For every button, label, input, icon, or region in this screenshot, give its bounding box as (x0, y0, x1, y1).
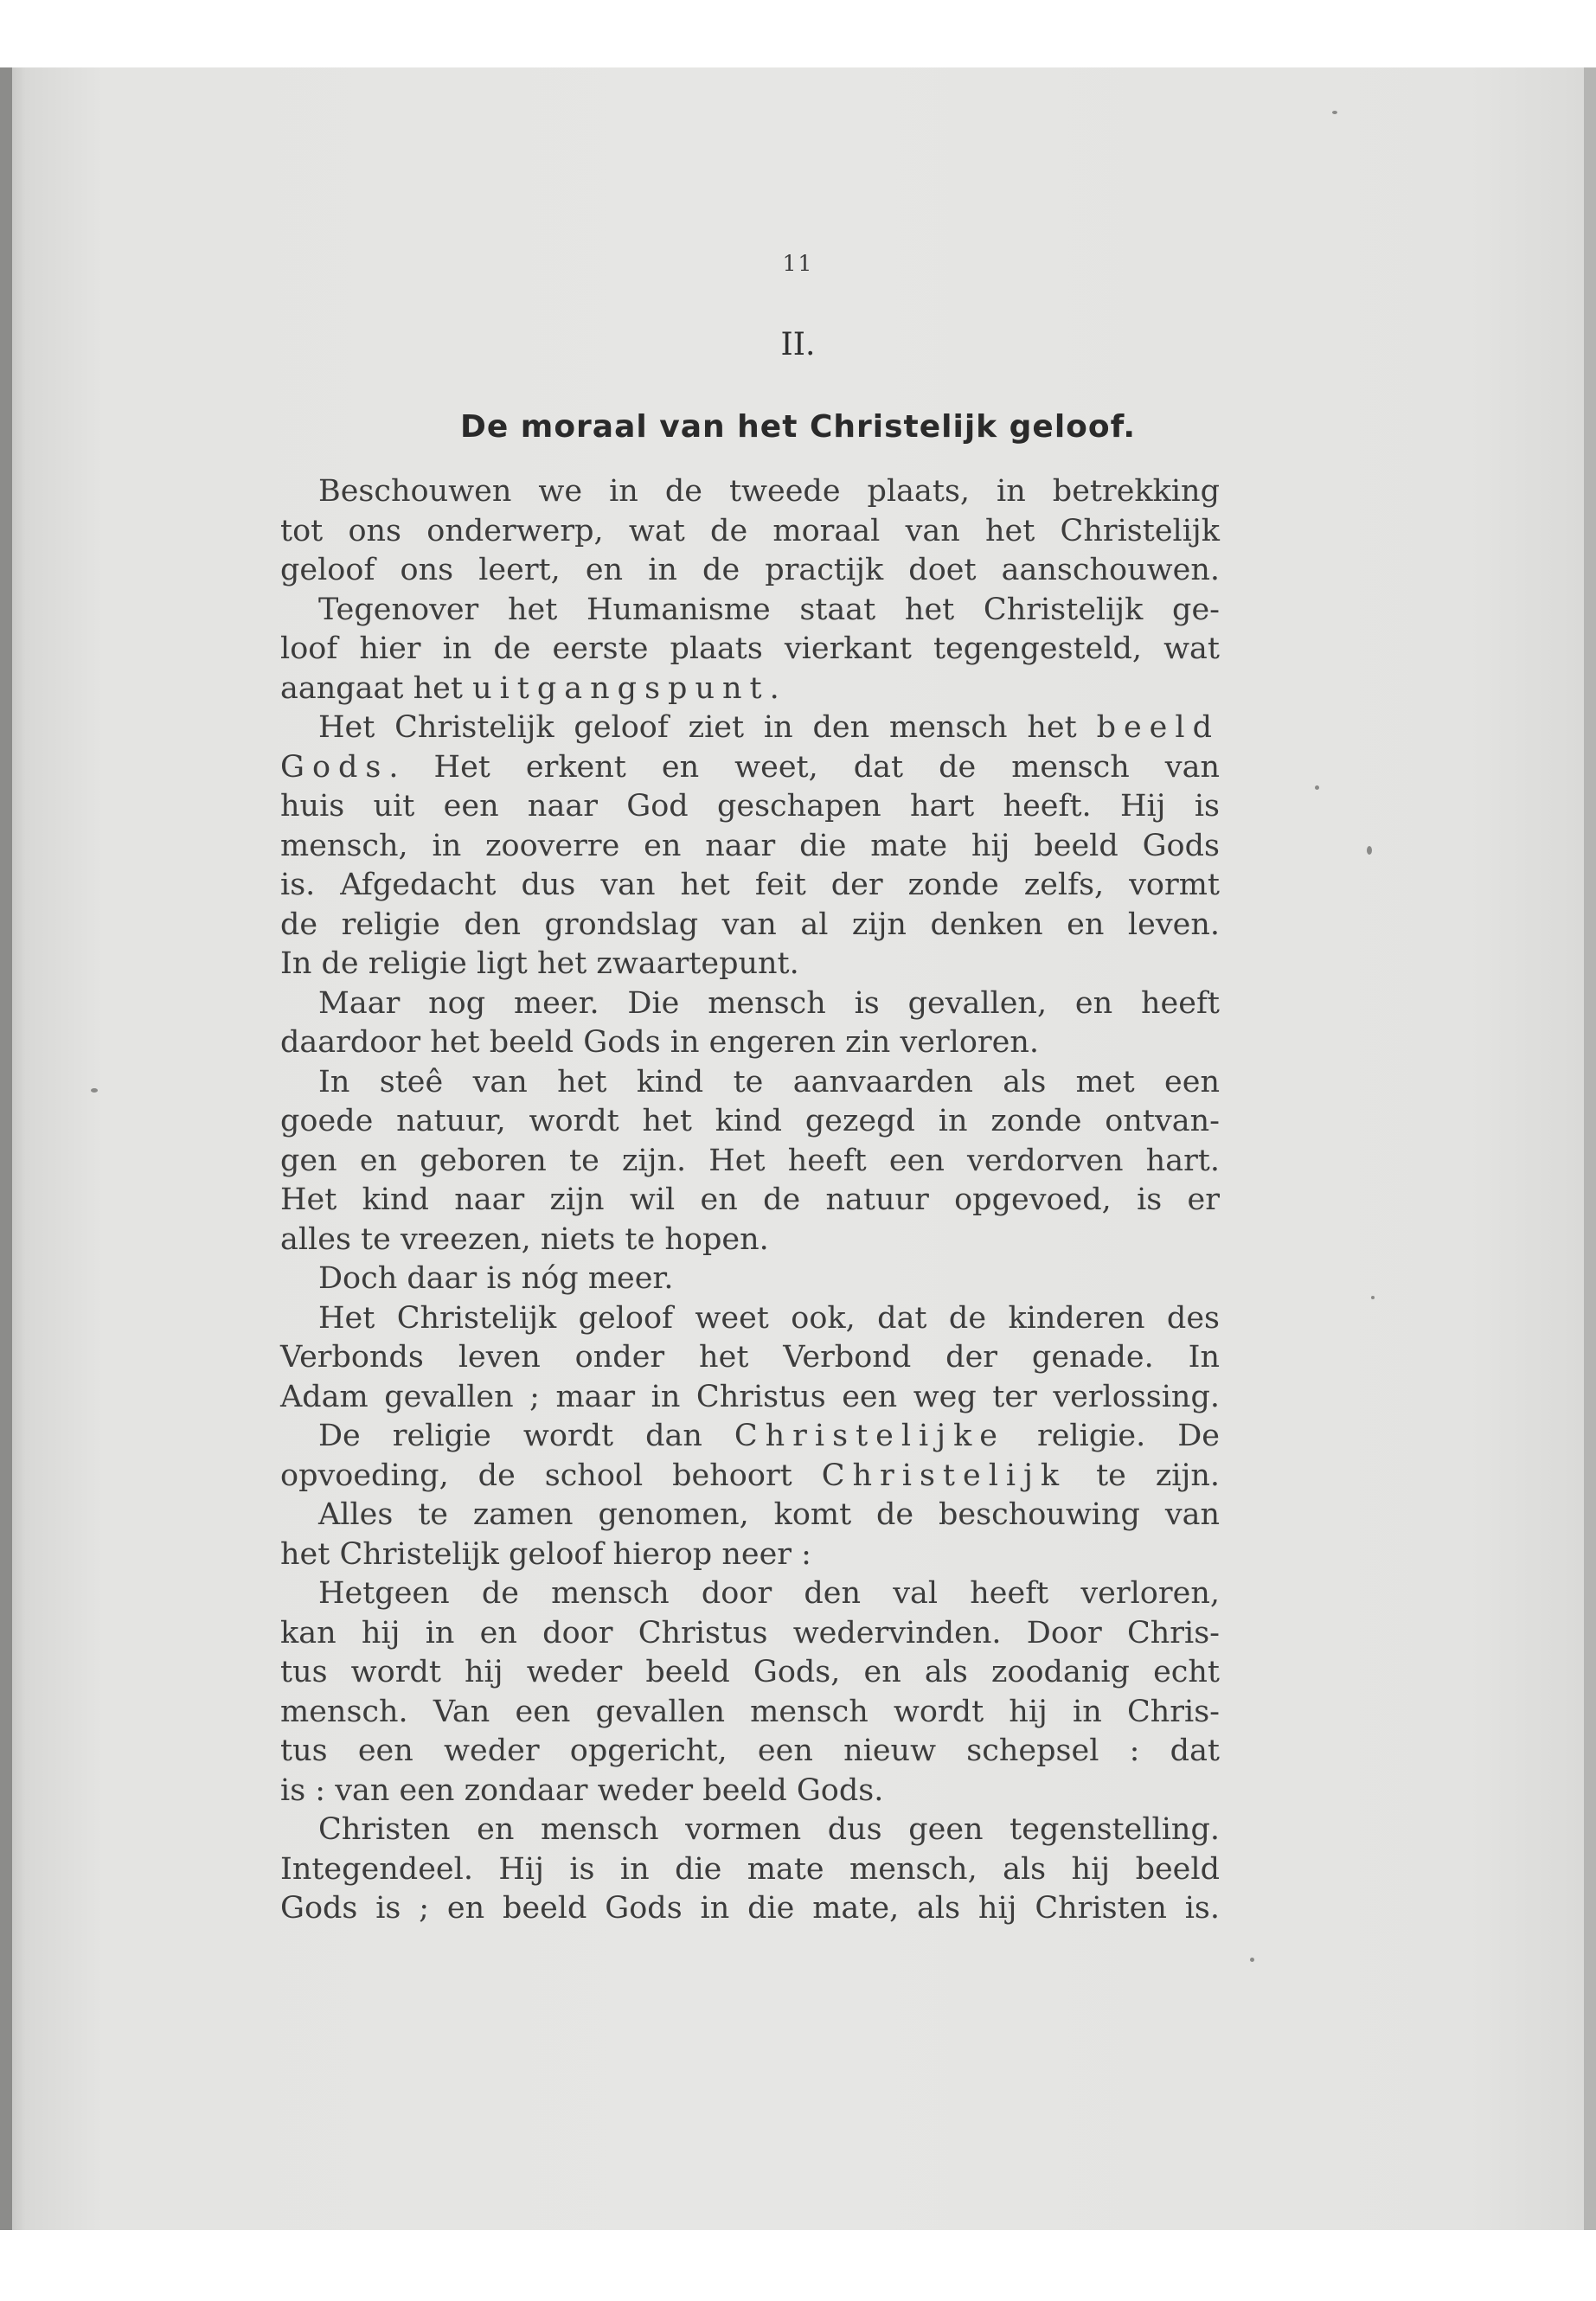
body-line: Het kind naar zijn wil en de natuur opgevoed, is er (280, 1183, 1220, 1217)
body-line: daardoor het beeld Gods in engeren zin verloren. (280, 1025, 1040, 1060)
body-line: Christen en mensch vormen dus geen tegenstelling. (318, 1812, 1220, 1847)
body-line (280, 670, 1220, 709)
body-line: In steê van het kind te aanvaarden als met een (318, 1064, 1220, 1099)
scan-speck (1315, 785, 1319, 790)
body-line: gen en geboren te zijn. Het heeft een verdorven hart. (280, 1143, 1220, 1178)
body-line: tus een weder opgericht, een nieuw schepsel : dat (280, 1734, 1220, 1768)
body-line: Integendeel. Hij is in die mate mensch, als hij beeld (280, 1851, 1220, 1887)
body-line: mensch. Van een gevallen mensch wordt hij in Chris- (280, 1694, 1220, 1729)
body-line: huis uit een naar God geschapen hart heeft. Hij is (280, 789, 1220, 824)
body-line: tot ons onderwerp, wat de moraal van het Christelijk (280, 513, 1220, 548)
line-text: De religie wordt dan (318, 1419, 734, 1453)
page-right-edge (1584, 67, 1596, 2230)
body-line: Beschouwen we in de tweede plaats, in betrekking (318, 474, 1220, 509)
body-line: geloof ons leert, en in de practijk doet aanschouwen. (280, 553, 1220, 587)
body-line: Maar nog meer. Die mensch is gevallen, en heeft (318, 985, 1220, 1021)
body-line: de religie den grondslag van al zijn denken en leven. (280, 907, 1220, 942)
body-line: Alles te zamen genomen, komt de beschouwing van (318, 1497, 1220, 1532)
line-text: opvoeding, de school behoort (280, 1458, 822, 1493)
body-line (280, 1457, 1220, 1497)
body-line (280, 1417, 1220, 1457)
body-line: tus wordt hij weder beeld Gods, en als zoodanig echt (280, 1655, 1220, 1689)
scan-speck (1250, 1958, 1254, 1962)
spaced-emphasis: Christelijk (821, 1458, 1067, 1493)
body-line: het Christelijk geloof hierop neer : (280, 1536, 811, 1572)
scan-speck (1332, 111, 1337, 114)
body-line (280, 708, 1220, 748)
page-number: 11 (782, 251, 814, 276)
body-line: kan hij in en door Christus wedervinden. Door Chris- (280, 1615, 1220, 1650)
scan-speck (1367, 846, 1372, 855)
body-line: In de religie ligt het zwaartepunt. (280, 946, 799, 981)
body-line: Hetgeen de mensch door den val heeft verloren, (318, 1576, 1220, 1611)
line-text: te zijn. (1067, 1458, 1220, 1493)
chapter-title: De moraal van het Christelijk geloof. (459, 409, 1137, 445)
scan-speck (91, 1088, 98, 1093)
line-text: religie. De (1005, 1419, 1221, 1453)
line-text: . Het erkent en weet, dat de mensch van (388, 749, 1220, 785)
body-line: Adam gevallen ; maar in Christus een weg ter verlossing. (280, 1379, 1220, 1414)
body-line: mensch, in zooverre en naar die mate hij beeld Gods (280, 828, 1220, 863)
body-line: is : van een zondaar weder beeld Gods. (280, 1772, 884, 1808)
body-line: Tegenover het Humanisme staat het Christelijk ge- (318, 592, 1220, 627)
line-text: aangaat het (280, 670, 473, 706)
body-line: Gods is ; en beeld Gods in die mate, als hij Christen is. (280, 1891, 1220, 1926)
body-text (280, 472, 1220, 1929)
scanned-page (0, 67, 1596, 2230)
line-text: Het Christelijk geloof ziet in den mensch het (318, 710, 1097, 745)
line-text: . (769, 670, 779, 706)
body-line: loof hier in de eerste plaats vierkant tegengesteld, wat (280, 631, 1220, 666)
body-line: alles te vreezen, niets te hopen. (280, 1221, 769, 1257)
spaced-emphasis: beeld (1096, 710, 1220, 745)
scan-speck (1371, 1296, 1375, 1299)
body-line: Verbonds leven onder het Verbond der genade. In (280, 1340, 1220, 1375)
spaced-emphasis: Christelijke (734, 1419, 1006, 1453)
body-line (280, 748, 1220, 788)
body-line: is. Afgedacht dus van het feit der zonde zelfs, vormt (280, 868, 1220, 902)
body-line: Het Christelijk geloof weet ook, dat de kinderen des (318, 1300, 1220, 1336)
spaced-emphasis: uitgangspunt (472, 670, 770, 706)
body-line: Doch daar is nóg meer. (318, 1261, 674, 1296)
chapter-number: II. (780, 327, 816, 362)
body-line: goede natuur, wordt het kind gezegd in zonde ontvan- (280, 1104, 1220, 1138)
page-left-edge (0, 67, 12, 2230)
spaced-emphasis: Gods (280, 749, 389, 785)
